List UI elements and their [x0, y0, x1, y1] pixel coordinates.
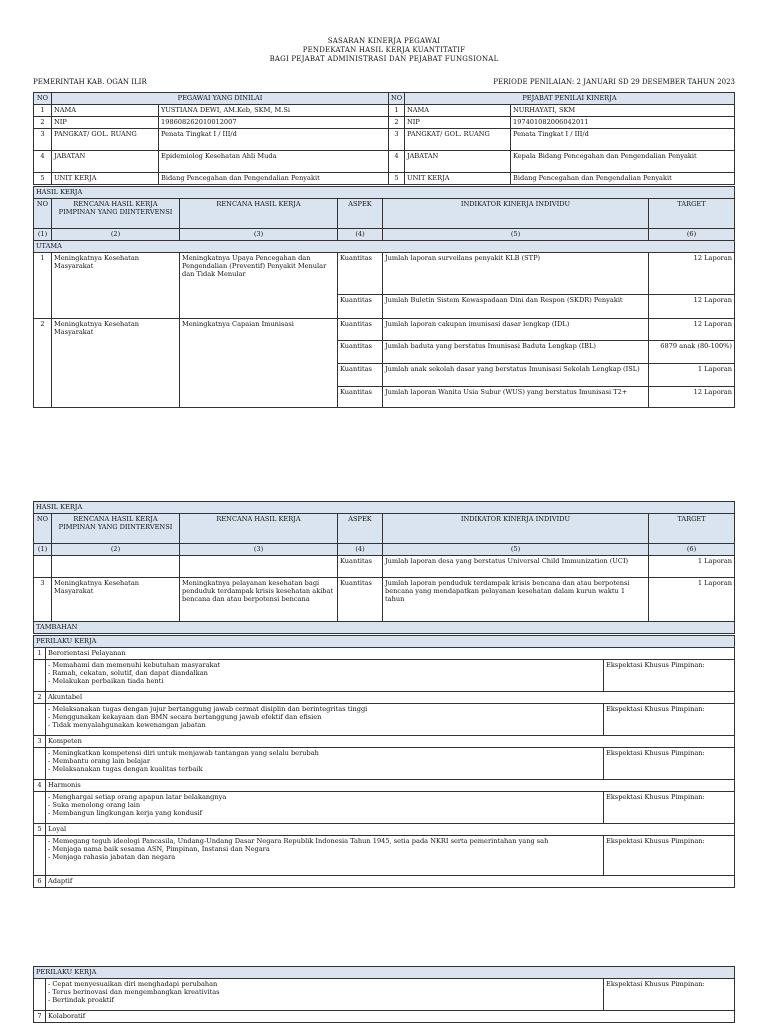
- perilaku-no: 3: [34, 736, 46, 748]
- col-number: (5): [383, 544, 649, 556]
- col-number: (6): [649, 544, 735, 556]
- col-number: (2): [52, 544, 180, 556]
- perilaku-point: - Membangun lingkungan kerja yang kondusif: [48, 809, 203, 818]
- perilaku-kerja-table: [33, 635, 735, 888]
- perilaku-title: Akuntabel: [46, 692, 735, 704]
- hasil-kerja-table: [33, 186, 735, 408]
- col-target: TARGET: [649, 199, 735, 229]
- ekspektasi-cell: Ekspektasi Khusus Pimpinan:: [604, 979, 735, 1011]
- pegawai-pangkat: Penata Tingkat I / III/d: [159, 129, 389, 151]
- periode-label: PERIODE PENILAIAN: 2 JANUARI SD 29 DESEMBER TAHUN 2023: [493, 78, 735, 86]
- col-number: (1): [34, 229, 52, 241]
- item-target: 12 Laporan: [649, 319, 735, 341]
- item-target: 6879 anak (80-100%): [649, 341, 735, 364]
- col-number: (2): [52, 229, 180, 241]
- item-target: 1 Laporan: [649, 556, 735, 578]
- item-indikator: Jumlah laporan penduduk terdampak krisis bencana dan atau berpotensi bencana yang mendapatkan pelayanan kesehatan dalam kurun waktu 1 tahun: [383, 578, 649, 622]
- item-indikator: Jumlah laporan surveilans penyakit KLB (STP): [383, 253, 649, 295]
- item-aspek: Kuantitas: [338, 578, 383, 622]
- col-indikator: INDIKATOR KINERJA INDIVIDU: [383, 199, 649, 229]
- penilai-header: PEJABAT PENILAI KINERJA: [405, 93, 735, 105]
- item-pimpinan: Meningkatnya Kesehatan Masyarakat: [52, 319, 180, 408]
- item-indikator: Jumlah anak sekolah dasar yang berstatus Imunisasi Sekolah Lengkap (ISL): [383, 364, 649, 387]
- perilaku-point: - Melaksanakan tugas dengan jujur bertanggung jawab cermat disiplin dan berintegritas tinggi: [48, 705, 368, 713]
- perilaku-title: Kolaboratif: [46, 1011, 735, 1023]
- perilaku-title: Berorientasi Pelayanan: [46, 648, 735, 660]
- pegawai-nip: 198608262010012007: [159, 117, 389, 129]
- item-no: 3: [34, 578, 52, 622]
- item-rencana: Meningkatnya pelayanan kesehatan bagi penduduk terdampak krisis kesehatan akibat bencana dan atau berpotensi bencana: [180, 578, 338, 622]
- item-rencana: Meningkatnya Upaya Pencegahan dan Pengendalian (Preventif) Penyakit Menular dan Tidak Menular: [180, 253, 338, 319]
- section-hasil-kerja: HASIL KERJA: [34, 187, 735, 199]
- pegawai-unit: Bidang Pencegahan dan Pengendalian Penyakit: [159, 173, 389, 185]
- ekspektasi-cell: Ekspektasi Khusus Pimpinan:: [604, 660, 735, 692]
- penilai-jabatan: Kepala Bidang Pencegahan dan Pengendalian Penyakit: [511, 151, 735, 173]
- col-number: (5): [383, 229, 649, 241]
- item-aspek: Kuantitas: [338, 364, 383, 387]
- row-label: JABATAN: [405, 151, 511, 173]
- perilaku-point: - Suka menolong orang lain: [48, 801, 141, 810]
- document-subtitle-2: BAGI PEJABAT ADMINISTRASI DAN PEJABAT FUNGSIONAL: [269, 55, 499, 63]
- item-aspek: Kuantitas: [338, 556, 383, 578]
- perilaku-no: 6: [34, 876, 46, 888]
- perilaku-points: [46, 979, 604, 1011]
- col-rencana: RENCANA HASIL KERJA: [180, 514, 338, 544]
- col-number: (4): [338, 229, 383, 241]
- perilaku-point: - Memegang teguh ideologi Pancasila, Undang-Undang Dasar Negara Republik Indonesia Tahun 1945, setia pada NKRI serta pemerintahan yang sah: [48, 837, 549, 845]
- instansi-label: PEMERINTAH KAB. OGAN ILIR: [33, 78, 147, 86]
- perilaku-kerja-table-continued: [33, 966, 735, 1023]
- col-number: (4): [338, 544, 383, 556]
- ekspektasi-cell: Ekspektasi Khusus Pimpinan:: [604, 704, 735, 736]
- row-label: PANGKAT/ GOL. RUANG: [405, 129, 511, 151]
- item-pimpinan: Meningkatnya Kesehatan Masyarakat: [52, 253, 180, 319]
- perilaku-point: - Menggunakan kekayaan dan BMN secara bertanggung jawab efektif dan efisien: [48, 713, 322, 722]
- perilaku-no: 2: [34, 692, 46, 704]
- col-aspek: ASPEK: [338, 199, 383, 229]
- perilaku-no: 1: [34, 648, 46, 660]
- col-aspek: ASPEK: [338, 514, 383, 544]
- perilaku-title: Harmonis: [46, 780, 735, 792]
- col-no: NO: [34, 199, 52, 229]
- penilai-pangkat: Penata Tingkat I / III/d: [511, 129, 735, 151]
- penilai-unit: Bidang Pencegahan dan Pengendalian Penyakit: [511, 173, 735, 185]
- perilaku-point: - Menjaga rahasia jabatan dan negara: [48, 853, 176, 862]
- perilaku-title: Kompeten: [46, 736, 735, 748]
- item-no: 1: [34, 253, 52, 319]
- item-aspek: Kuantitas: [338, 387, 383, 408]
- penilai-nip: 197401082006042011: [511, 117, 735, 129]
- perilaku-points: [46, 836, 604, 876]
- row-label: NIP: [52, 117, 159, 129]
- row-no: 2: [389, 117, 405, 129]
- item-target: 12 Laporan: [649, 295, 735, 319]
- perilaku-point: - Terus berinovasi dan mengembangkan kreativitas: [48, 988, 220, 997]
- hasil-kerja-table-continued: [33, 501, 735, 634]
- row-label: UNIT KERJA: [52, 173, 159, 185]
- section-tambahan: TAMBAHAN: [34, 622, 735, 634]
- row-no: 4: [389, 151, 405, 173]
- col-number: (1): [34, 544, 52, 556]
- pegawai-header: PEGAWAI YANG DINILAI: [52, 93, 389, 105]
- row-no: 2: [34, 117, 52, 129]
- row-label: NAMA: [52, 105, 159, 117]
- ekspektasi-cell: Ekspektasi Khusus Pimpinan:: [604, 748, 735, 780]
- perilaku-points: [46, 660, 604, 692]
- col-pimpinan: RENCANA HASIL KERJA PIMPINAN YANG DIINTERVENSI: [52, 199, 180, 229]
- row-no: 1: [34, 105, 52, 117]
- perilaku-point: - Melakukan perbaikan tiada henti: [48, 677, 164, 686]
- perilaku-point: - Melaksanakan tugas dengan kualitas terbaik: [48, 765, 203, 774]
- row-label: PANGKAT/ GOL. RUANG: [52, 129, 159, 151]
- perilaku-points: [46, 792, 604, 824]
- penilai-nama: NURHAYATI, SKM: [511, 105, 735, 117]
- item-target: 1 Laporan: [649, 364, 735, 387]
- col-rencana: RENCANA HASIL KERJA: [180, 199, 338, 229]
- document-subtitle: PENDEKATAN HASIL KERJA KUANTITATIF: [302, 46, 466, 54]
- perilaku-point: - Menghargai setiap orang apapun latar belakangnya: [48, 793, 227, 801]
- row-label: JABATAN: [52, 151, 159, 173]
- row-no: 5: [34, 173, 52, 185]
- item-indikator: Jumlah baduta yang berstatus Imunisasi Baduta Lengkap (IBL): [383, 341, 649, 364]
- col-target: TARGET: [649, 514, 735, 544]
- perilaku-points: [46, 704, 604, 736]
- perilaku-no: 7: [34, 1011, 46, 1023]
- item-target: 12 Laporan: [649, 387, 735, 408]
- perilaku-no: 4: [34, 780, 46, 792]
- item-aspek: Kuantitas: [338, 295, 383, 319]
- no-header: NO: [34, 93, 52, 105]
- perilaku-point: - Ramah, cekatan, solutif, dan dapat diandalkan: [48, 669, 208, 678]
- item-aspek: Kuantitas: [338, 341, 383, 364]
- col-number: (3): [180, 229, 338, 241]
- col-indikator: INDIKATOR KINERJA INDIVIDU: [383, 514, 649, 544]
- identity-table: [33, 92, 735, 185]
- item-target: 1 Laporan: [649, 578, 735, 622]
- no-header: NO: [389, 93, 405, 105]
- row-no: 5: [389, 173, 405, 185]
- section-utama: UTAMA: [34, 241, 735, 253]
- row-label: NAMA: [405, 105, 511, 117]
- col-no: NO: [34, 514, 52, 544]
- item-aspek: Kuantitas: [338, 319, 383, 341]
- perilaku-point: - Menjaga nama baik sesama ASN, Pimpinan, Instansi dan Negara: [48, 845, 270, 854]
- section-perilaku-kerja: PERILAKU KERJA: [34, 967, 735, 979]
- document-title: SASARAN KINERJA PEGAWAI: [327, 37, 441, 45]
- section-hasil-kerja: HASIL KERJA: [34, 502, 735, 514]
- ekspektasi-cell: Ekspektasi Khusus Pimpinan:: [604, 836, 735, 876]
- row-no: 3: [34, 129, 52, 151]
- item-indikator: Jumlah laporan Wanita Usia Subur (WUS) yang berstatus Imunisasi T2+: [383, 387, 649, 408]
- col-pimpinan: RENCANA HASIL KERJA PIMPINAN YANG DIINTERVENSI: [52, 514, 180, 544]
- item-indikator: Jumlah laporan cakupan imunisasi dasar lengkap (IDL): [383, 319, 649, 341]
- section-perilaku-kerja: PERILAKU KERJA: [34, 636, 735, 648]
- item-pimpinan: Meningkatnya Kesehatan Masyarakat: [52, 578, 180, 622]
- col-number: (3): [180, 544, 338, 556]
- row-no: 3: [389, 129, 405, 151]
- item-indikator: Jumlah laporan desa yang berstatus Universal Child Immunization (UCI): [383, 556, 649, 578]
- item-target: 12 Laporan: [649, 253, 735, 295]
- row-label: NIP: [405, 117, 511, 129]
- row-label: UNIT KERJA: [405, 173, 511, 185]
- perilaku-point: - Bertindak proaktif: [48, 996, 114, 1005]
- perilaku-point: - Membantu orang lain belajar: [48, 757, 151, 766]
- perilaku-point: - Cepat menyesuaikan diri menghadapi perubahan: [48, 980, 218, 988]
- row-no: 1: [389, 105, 405, 117]
- perilaku-points: [46, 748, 604, 780]
- perilaku-point: - Meningkatkan kompetensi diri untuk menjawab tantangan yang selalu berubah: [48, 749, 319, 757]
- perilaku-title: Adaptif: [46, 876, 735, 888]
- perilaku-point: - Memahami dan memenuhi kebutuhan masyarakat: [48, 661, 221, 669]
- pegawai-nama: YUSTIANA DEWI, AM.Keb, SKM, M.Si: [159, 105, 389, 117]
- perilaku-title: Loyal: [46, 824, 735, 836]
- pegawai-jabatan: Epidemiolog Kesehatan Ahli Muda: [159, 151, 389, 173]
- col-number: (6): [649, 229, 735, 241]
- item-aspek: Kuantitas: [338, 253, 383, 295]
- row-no: 4: [34, 151, 52, 173]
- ekspektasi-cell: Ekspektasi Khusus Pimpinan:: [604, 792, 735, 824]
- perilaku-point: - Tidak menyalahgunakan kewenangan jabatan: [48, 721, 206, 730]
- perilaku-no: 5: [34, 824, 46, 836]
- item-indikator: Jumlah Buletin Sistem Kewaspadaan Dini dan Respon (SKDR) Penyakit: [383, 295, 649, 319]
- item-no: 2: [34, 319, 52, 408]
- item-rencana: Meningkatnya Capaian Imunisasi: [180, 319, 338, 408]
